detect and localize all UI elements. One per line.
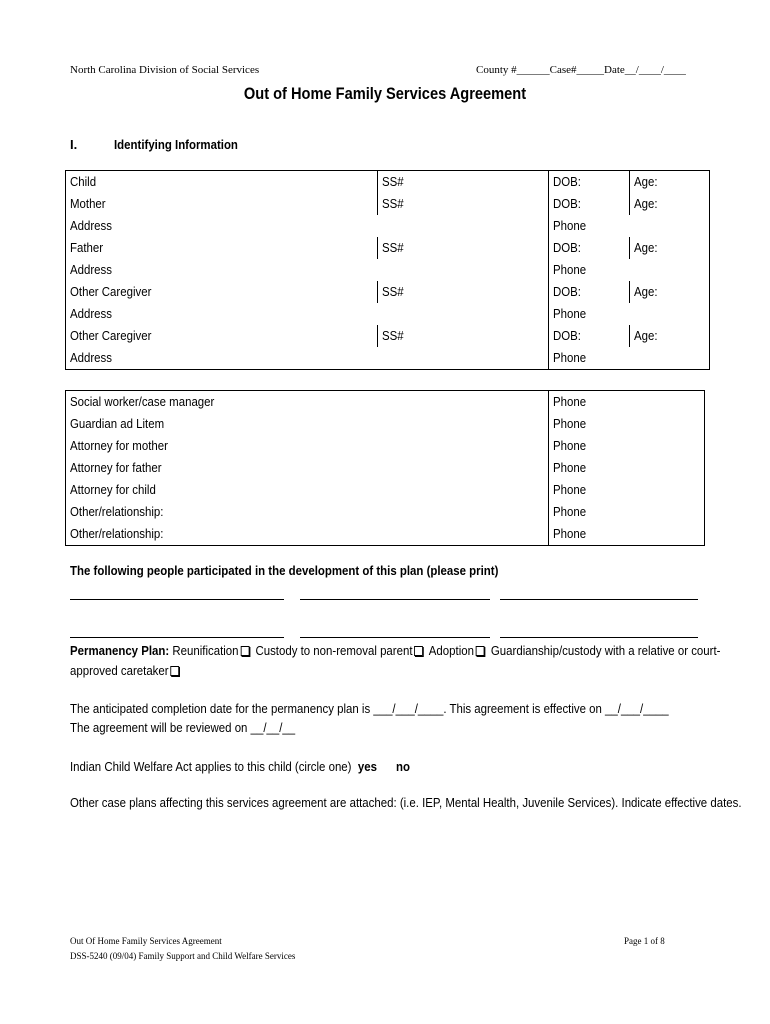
table-cell-phone[interactable]: Phone (549, 523, 705, 546)
participant-line[interactable] (500, 599, 698, 600)
table-cell-role[interactable]: Attorney for mother (66, 435, 549, 457)
table-cell-phone[interactable]: Phone (549, 435, 705, 457)
table-cell-role[interactable]: Attorney for child (66, 479, 549, 501)
table-cell-contact[interactable]: Phone (549, 259, 710, 281)
table-cell-ss[interactable]: SS# (377, 193, 548, 215)
table-cell-age[interactable]: Age: (630, 281, 710, 303)
participant-line[interactable] (500, 637, 698, 638)
agency-name: North Carolina Division of Social Services (70, 64, 260, 76)
table-cell-dob[interactable]: DOB: (549, 237, 630, 259)
table-row (66, 303, 710, 325)
option-adoption: Adoption (428, 643, 474, 658)
table-cell-phone[interactable]: Phone (549, 479, 705, 501)
icwa-yes[interactable]: yes (357, 759, 377, 774)
table-cell-label[interactable]: Father (66, 237, 378, 259)
checkbox-adoption[interactable] (476, 646, 485, 656)
checkbox-reunification[interactable] (240, 646, 249, 656)
table-row (66, 259, 710, 281)
table-row (66, 237, 710, 259)
option-guardianship-cont: approved caretaker (70, 663, 169, 678)
other-case-plans: Other case plans affecting this services agreement are attached: (i.e. IEP, Mental Health, Juvenile Services). Indicate effective dates. (70, 795, 742, 810)
table-cell-role[interactable]: Other/relationship: (66, 501, 549, 523)
participants-heading: The following people participated in the development of this plan (please print) (70, 563, 499, 578)
table-cell-label[interactable]: Address (66, 347, 549, 370)
table-cell-contact[interactable]: Phone (549, 215, 710, 237)
permanency-plan-cont (70, 663, 194, 678)
table-cell-ss[interactable]: SS# (377, 281, 548, 303)
icwa-text: Indian Child Welfare Act applies to this child (circle one) (70, 759, 352, 774)
icwa-no[interactable]: no (396, 759, 410, 774)
identifying-info-table (65, 170, 710, 370)
table-row (66, 325, 710, 347)
table-cell-ss[interactable]: SS# (377, 325, 548, 347)
table-row (66, 347, 710, 370)
table-row (66, 523, 705, 546)
table-cell-age[interactable]: Age: (630, 237, 710, 259)
option-reunification: Reunification (172, 643, 239, 658)
table-cell-label[interactable]: Other Caregiver (66, 325, 378, 347)
checkbox-guardianship[interactable] (170, 666, 179, 676)
table-cell-age[interactable]: Age: (630, 171, 710, 194)
table-cell-label[interactable]: Address (66, 259, 549, 281)
option-guardianship: Guardianship/custody with a relative or court- (490, 643, 721, 658)
table-row (66, 391, 705, 414)
footer-page-number: Page 1 of 8 (624, 936, 665, 946)
table-cell-label[interactable]: Mother (66, 193, 378, 215)
table-cell-role[interactable]: Social worker/case manager (66, 391, 549, 414)
table-cell-role[interactable]: Guardian ad Litem (66, 413, 549, 435)
table-cell-label[interactable]: Address (66, 215, 549, 237)
checkbox-custody-non-removal[interactable] (414, 646, 423, 656)
table-cell-dob[interactable]: DOB: (549, 193, 630, 215)
completion-date-line: The anticipated completion date for the permanency plan is ___/___/____. This agreement is effective on __/___/____ (70, 701, 669, 716)
footer-form-name: Out Of Home Family Services Agreement (70, 936, 222, 946)
table-cell-phone[interactable]: Phone (549, 501, 705, 523)
section-title: Identifying Information (114, 137, 238, 152)
document-title: Out of Home Family Services Agreement (243, 84, 527, 103)
table-cell-age[interactable]: Age: (630, 325, 710, 347)
table-cell-label[interactable]: Other Caregiver (66, 281, 378, 303)
table-row (66, 479, 705, 501)
option-custody-non-removal: Custody to non-removal parent (255, 643, 413, 658)
participant-line[interactable] (300, 637, 490, 638)
table-cell-phone[interactable]: Phone (549, 391, 705, 414)
permanency-plan (70, 643, 770, 658)
table-cell-role[interactable]: Other/relationship: (66, 523, 549, 546)
footer-form-id: DSS-5240 (09/04) Family Support and Child Welfare Services (70, 951, 296, 961)
contacts-table (65, 390, 705, 546)
table-cell-label[interactable]: Address (66, 303, 549, 325)
table-row (66, 171, 710, 194)
participant-line[interactable] (300, 599, 490, 600)
case-info-line: County #______Case#_____Date__/____/____ (476, 64, 686, 76)
table-row (66, 413, 705, 435)
table-cell-role[interactable]: Attorney for father (66, 457, 549, 479)
table-cell-contact[interactable]: Phone (549, 347, 710, 370)
permanency-label: Permanency Plan: (70, 643, 170, 658)
section-number: I. (70, 137, 78, 152)
participant-line[interactable] (70, 637, 284, 638)
table-row (66, 435, 705, 457)
table-cell-age[interactable]: Age: (630, 193, 710, 215)
table-row (66, 193, 710, 215)
table-cell-contact[interactable]: Phone (549, 303, 710, 325)
table-cell-label[interactable]: Child (66, 171, 378, 194)
table-row (66, 457, 705, 479)
table-cell-phone[interactable]: Phone (549, 457, 705, 479)
table-cell-dob[interactable]: DOB: (549, 325, 630, 347)
table-cell-ss[interactable]: SS# (377, 237, 548, 259)
table-row (66, 281, 710, 303)
table-cell-dob[interactable]: DOB: (549, 171, 630, 194)
table-row (66, 501, 705, 523)
table-cell-phone[interactable]: Phone (549, 413, 705, 435)
section-heading (70, 137, 255, 152)
table-cell-ss[interactable]: SS# (377, 171, 548, 194)
table-row (66, 215, 710, 237)
participant-line[interactable] (70, 599, 284, 600)
review-date-line: The agreement will be reviewed on __/__/__ (70, 720, 296, 735)
icwa-line (70, 759, 456, 774)
table-cell-dob[interactable]: DOB: (549, 281, 630, 303)
